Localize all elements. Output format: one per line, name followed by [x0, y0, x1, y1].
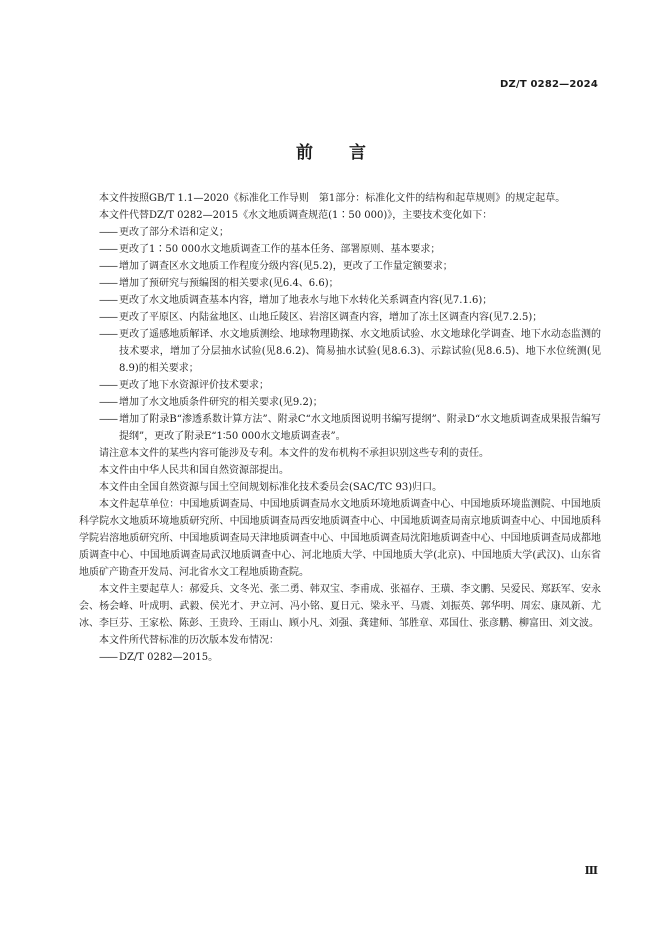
change-item-text: 更改了遥感地质解译、水文地质测绘、地球物理勘探、水文地质试验、水文地球化学调查、地下水动态监测的技术要求，增加了分层抽水试验(见8.6.2)、简易抽水试验(见8.6.3)、示踪试验(见8.6.5)、地下水位统测(见8.9)的相关要求；	[119, 329, 601, 374]
change-item	[79, 258, 601, 275]
dash-mark: ——	[99, 295, 117, 306]
history-item-text: DZ/T 0282—2015。	[119, 652, 219, 663]
page-number: Ⅲ	[584, 864, 598, 877]
change-item-text: 更改了平原区、内陆盆地区、山地丘陵区、岩溶区调查内容，增加了冻土区调查内容(见7.2.5)；	[119, 312, 543, 323]
dash-mark: ——	[99, 414, 117, 425]
change-item	[79, 275, 601, 292]
dash-mark: ——	[99, 227, 117, 238]
paragraph-drafting-rules: 本文件按照GB/T 1.1—2020《标准化工作导则 第1部分：标准化文件的结构和起草规则》的规定起草。	[99, 193, 566, 204]
change-item-text: 增加了附录B“渗透系数计算方法”、附录C“水文地质图说明书编写提纲”、附录D“水文地质调查成果报告编写提纲”，更改了附录E“1∶50 000水文地质调查表”。	[119, 414, 601, 442]
history-item	[79, 649, 601, 666]
paragraph-patent: 请注意本文件的某些内容可能涉及专利。本文件的发布机构不承担识别这些专利的责任。	[99, 448, 489, 459]
change-item-text: 增加了预研究与预编图的相关要求(见6.4、6.6)；	[119, 278, 339, 289]
paragraph-proposed-by: 本文件由中华人民共和国自然资源部提出。	[99, 465, 289, 476]
change-item-text: 更改了地下水资源评价技术要求；	[119, 380, 269, 391]
change-item-text: 更改了1∶50 000水文地质调查工作的基本任务、部署原则、基本要求；	[119, 244, 441, 255]
dash-mark: ——	[99, 278, 117, 289]
change-item	[79, 411, 601, 445]
paragraph-replaces: 本文件代替DZ/T 0282—2015《水文地质调查规范(1∶50 000)》，主要技术变化如下：	[99, 210, 493, 221]
paragraph-drafting-units: 本文件起草单位：中国地质调查局、中国地质调查局水文地质环境地质调查中心、中国地质环境监测院、中国地质科学院水文地质环境地质研究所、中国地质调查局西安地质调查中心、中国地质调查局南京地质调查中心、中国地质科学院岩溶地质研究所、中国地质调查局天津地质调查中心、中国地质调查局沈阳地质调查中心、中国地质调查局成都地质调查中心、中国地质调查局武汉地质调查中心、河北地质大学、中国地质大学(北京)、中国地质大学(武汉)、山东省地质矿产勘查开发局、河北省水文工程地质勘查院。	[79, 499, 601, 578]
change-item	[79, 394, 601, 411]
change-item-text: 更改了水文地质调查基本内容，增加了地表水与地下水转化关系调查内容(见7.1.6)；	[119, 295, 493, 306]
change-item	[79, 377, 601, 394]
change-item-text: 增加了调查区水文地质工作程度分级内容(见5.2)，更改了工作量定额要求；	[119, 261, 453, 272]
dash-mark: ——	[99, 397, 117, 408]
change-item	[79, 309, 601, 326]
dash-mark: ——	[99, 329, 117, 340]
change-item	[79, 224, 601, 241]
change-item	[79, 241, 601, 258]
dash-mark: ——	[99, 261, 117, 272]
change-list	[79, 224, 601, 445]
paragraph-history: 本文件所代替标准的历次版本发布情况：	[99, 635, 279, 646]
change-item	[79, 292, 601, 309]
change-item	[79, 326, 601, 377]
paragraph-managed-by: 本文件由全国自然资源与国土空间规划标准化技术委员会(SAC/TC 93)归口。	[99, 482, 443, 493]
dash-mark: ——	[99, 312, 117, 323]
dash-mark: ——	[99, 652, 117, 663]
page-title	[0, 138, 662, 163]
standard-code: DZ/T 0282—2024	[500, 79, 598, 90]
paragraph-drafters: 本文件主要起草人：郝爱兵、文冬光、张二勇、韩双宝、李甫成、张福存、王璜、李文鹏、吴爱民、郑跃军、安永会、杨会峰、叶成明、武毅、侯光才、尹立河、冯小铭、夏日元、梁永平、马震、刘振英、郭华明、周宏、康凤新、尤冰、李巨芬、王家松、陈彭、王贵玲、王雨山、顾小凡、刘强、龚建师、邹胜章、邓国仕、张彦鹏、柳富田、刘文波。	[79, 584, 601, 629]
dash-mark: ——	[99, 244, 117, 255]
dash-mark: ——	[99, 380, 117, 391]
change-item-text: 增加了水文地质条件研究的相关要求(见9.2)；	[119, 397, 323, 408]
document-body	[79, 190, 601, 666]
change-item-text: 更改了部分术语和定义；	[119, 227, 229, 238]
page-title-text: 前言	[296, 143, 402, 163]
